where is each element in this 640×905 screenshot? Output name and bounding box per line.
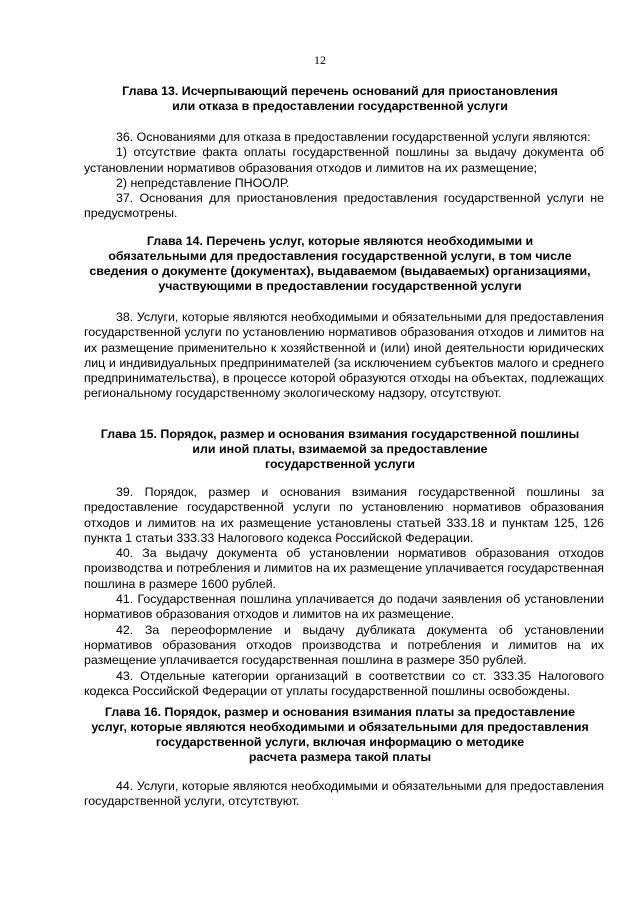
chapter-16-title-line-1: Глава 16. Порядок, размер и основания взимания платы за предоставление (104, 705, 576, 719)
chapter-13-title-line-1: Глава 13. Исчерпывающий перечень оснований для приостановления (122, 84, 558, 98)
paragraph-44: 44. Услуги, которые являются необходимыми и обязательными для предоставления государственной услуги, отсутствуют. (84, 779, 604, 809)
chapter-13-title-line-2: или отказа в предоставлении государственной услуги (172, 99, 508, 113)
chapter-15-body (84, 485, 604, 699)
chapter-14-title-line-3: сведения о документе (документах), выдаваемом (выдаваемых) организациями, (89, 264, 591, 278)
paragraph-37: 37. Основания для приостановления предоставления государственной услуги не предусмотрены. (84, 191, 604, 221)
paragraph-36-item-1: 1) отсутствие факта оплаты государственной пошлины за выдачу документа об установлении нормативов образования отходов и лимитов на их размещение; (84, 145, 604, 175)
chapter-16-title-line-3: государственной услуги, включая информацию о методике (155, 735, 525, 749)
paragraph-43: 43. Отдельные категории организаций в соответствии со ст. 333.35 Налогового кодекса Российской Федерации от уплаты государственной пошлины освобождены. (84, 668, 604, 698)
chapter-13-body (84, 130, 604, 222)
chapter-13-heading (70, 84, 610, 114)
paragraph-38: 38. Услуги, которые являются необходимыми и обязательными для предоставления государственной услуги по установлению нормативов образования отходов и лимитов на их размещение применительно к хозяйственной и (или) иной деятельности юридических лиц и индивидуальных предпринимателей (за исключением субъектов малого и среднего предпринимательства), в процессе которой образуются отходы на объектах, подлежащих региональному государственному экологическому надзору, отсутствуют. (84, 310, 604, 401)
chapter-16-body (84, 779, 604, 810)
chapter-16-heading (70, 705, 610, 765)
chapter-14-title-line-2: обязательными для предоставления государственной услуги, в том числе (108, 249, 572, 263)
chapter-14-title-line-4: участвующими в предоставлении государственной услуги (158, 279, 522, 293)
paragraph-42: 42. За переоформление и выдачу дубликата документа об установлении нормативов образования отходов производства и потребления и лимитов на их размещение уплачивается государственная пошлина в размере 350 рублей. (84, 622, 604, 668)
chapter-16-title-line-4: расчета размера такой платы (248, 750, 432, 764)
chapter-14-title-line-1: Глава 14. Перечень услуг, которые являются необходимыми и (146, 234, 534, 248)
paragraph-39: 39. Порядок, размер и основания взимания государственной пошлины за предоставление государственной услуги по установлению нормативов образования отходов и лимитов на их размещение установлены статьей 333.18 и пунктам 125, 126 пункта 1 статьи 333.33 Налогового кодекса Российской Федерации. (84, 485, 604, 545)
paragraph-36: 36. Основаниями для отказа в предоставлении государственной услуги являются: (116, 130, 591, 144)
paragraph-41: 41. Государственная пошлина уплачивается до подачи заявления об установлении нормативов образования отходов и лимитов на их размещение. (84, 592, 604, 622)
paragraph-36-item-2: 2) непредставление ПНООЛР. (116, 175, 290, 190)
chapter-15-title-line-1: Глава 15. Порядок, размер и основания взимания государственной пошлины (100, 427, 580, 441)
chapter-14-body (84, 310, 604, 402)
page-number: 12 (314, 53, 326, 67)
chapter-15-heading (70, 427, 610, 472)
chapter-15-title-line-3: государственной услуги (265, 457, 415, 471)
paragraph-40: 40. За выдачу документа об установлении нормативов образования отходов производства и потребления и лимитов на их размещение уплачивается государственная пошлина в размере 1600 рублей. (84, 546, 604, 591)
chapter-15-title-line-2: или иной платы, взимаемой за предоставление (192, 442, 488, 456)
chapter-14-heading (70, 234, 610, 294)
chapter-16-title-line-2: услуг, которые являются необходимыми и обязательными для предоставления (91, 720, 589, 734)
